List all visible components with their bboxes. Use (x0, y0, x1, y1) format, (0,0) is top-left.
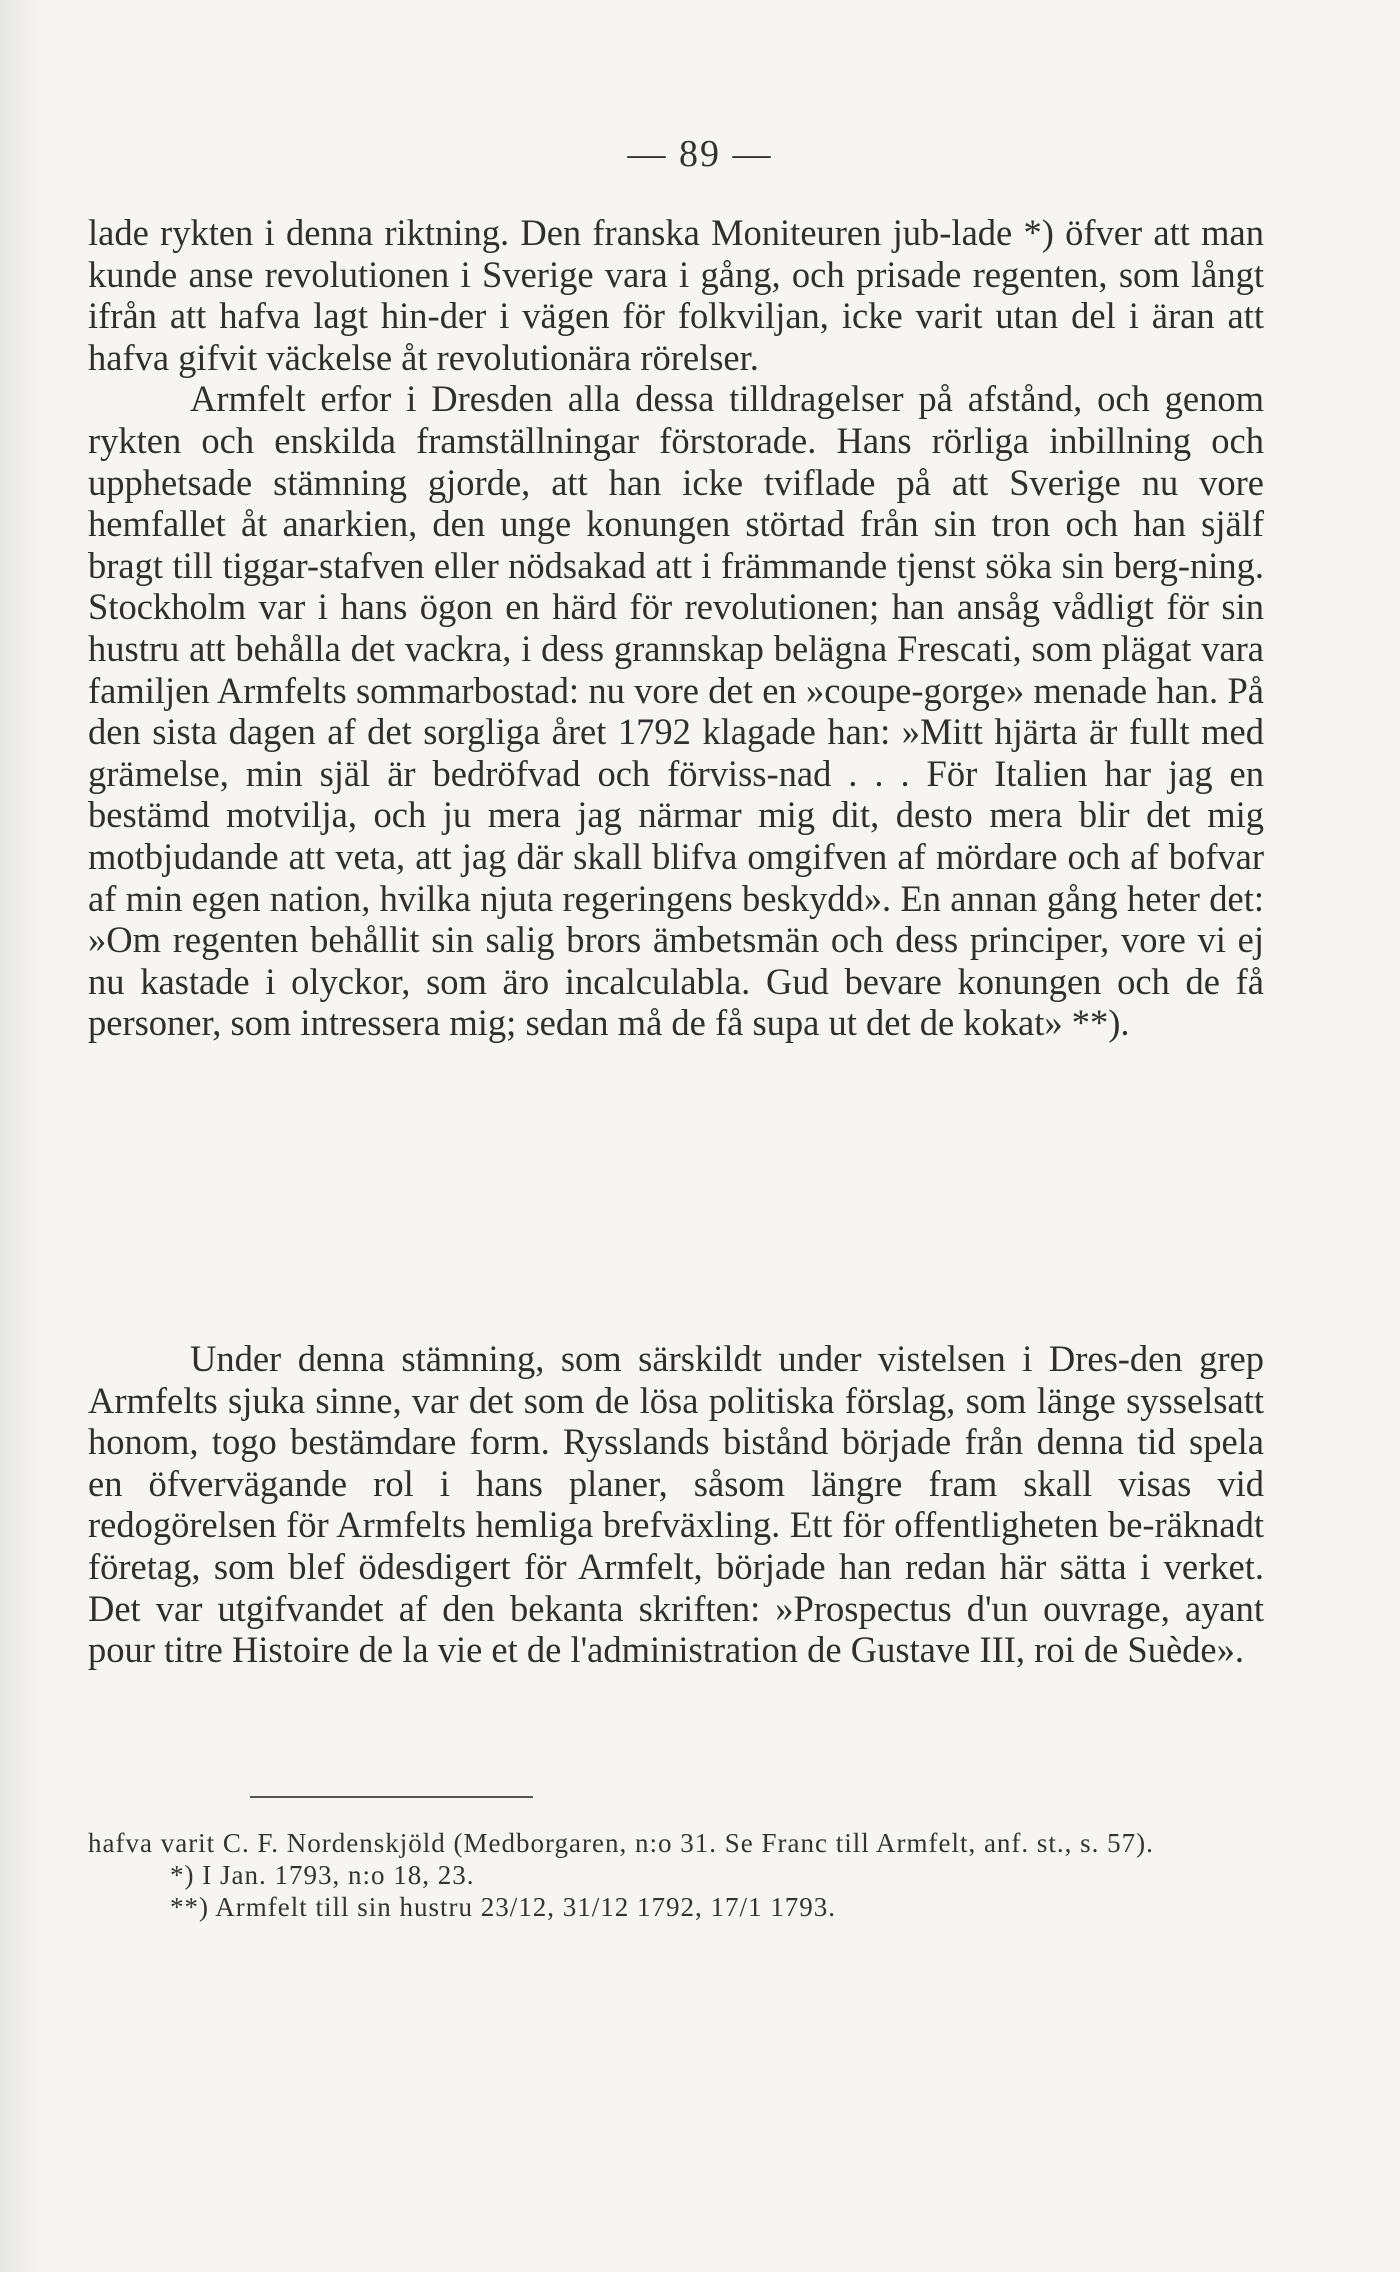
footnote-star: *) I Jan. 1793, n:o 18, 23. (170, 1860, 475, 1890)
paragraph-3: Under denna stämning, som särskildt under vistelsen i Dres-den grep Armfelts sjuka sinne, var det som de lösa politiska förslag, som länge sysselsatt honom, togo bestämdare form. Rysslands bistånd började från denna tid spela en öfvervägande rol i hans planer, såsom längre fram skall visas vid redogörelsen för Armfelts hemliga brefväxling. Ett för offentligheten be-räknadt företag, som blef ödesdigert för Armfelt, började han redan här sätta i verket. Det var utgifvandet af den bekanta skriften: »Prospectus d'un ouvrage, ayant pour titre Histoire de la vie et de l'administration de Gustave III, roi de Suède». (88, 1338, 1264, 1671)
main-text-block (88, 212, 1264, 1044)
page-gutter-shadow (0, 0, 40, 2272)
footnote-double-star: **) Armfelt till sin hustru 23/12, 31/12 1792, 17/1 1793. (170, 1892, 836, 1922)
main-text-block-2 (88, 1338, 1264, 1671)
footnote-divider (250, 1796, 533, 1798)
footnote-continued: hafva varit C. F. Nordenskjöld (Medborgaren, n:o 31. Se Franc till Armfelt, anf. st., s. 57). (88, 1828, 1154, 1858)
paragraph-2: Armfelt erfor i Dresden alla dessa tilldragelser på afstånd, och genom rykten och enskilda framställningar förstorade. Hans rörliga inbillning och upphetsade stämning gjorde, att han icke tviflade på att Sverige nu vore hemfallet åt anarkien, den unge konungen störtad från sin tron och han själf bragt till tiggar-stafven eller nödsakad att i främmande tjenst söka sin berg-ning. Stockholm var i hans ögon en härd för revolutionen; han ansåg vådligt för sin hustru att behålla det vackra, i dess grannskap belägna Frescati, som plägat vara familjen Armfelts sommarbostad: nu vore det en »coupe-gorge» menade han. På den sista dagen af det sorgliga året 1792 klagade han: »Mitt hjärta är fullt med grämelse, min själ är bedröfvad och förviss-nad . . . För Italien har jag en bestämd motvilja, och ju mera jag närmar mig dit, desto mera blir det mig motbjudande att veta, att jag där skall blifva omgifven af mördare och af bofvar af min egen nation, hvilka njuta regeringens beskydd». En annan gång heter det: »Om regenten behållit sin salig brors ämbetsmän och dess principer, vore vi ej nu kastade i olyckor, som äro incalculabla. Gud bevare konungen och de få personer, som intressera mig; sedan må de få supa ut det de kokat» **). (88, 378, 1264, 1044)
footnotes (88, 1827, 1268, 1923)
paragraph-1: lade rykten i denna riktning. Den franska Moniteuren jub-lade *) öfver att man kunde anse revolutionen i Sverige vara i gång, och prisade regenten, som långt ifrån att hafva lagt hin-der i vägen för folkviljan, icke varit utan del i äran att hafva gifvit väckelse åt revolutionära rörelser. (88, 212, 1264, 378)
page-number: — 89 — (627, 133, 773, 175)
